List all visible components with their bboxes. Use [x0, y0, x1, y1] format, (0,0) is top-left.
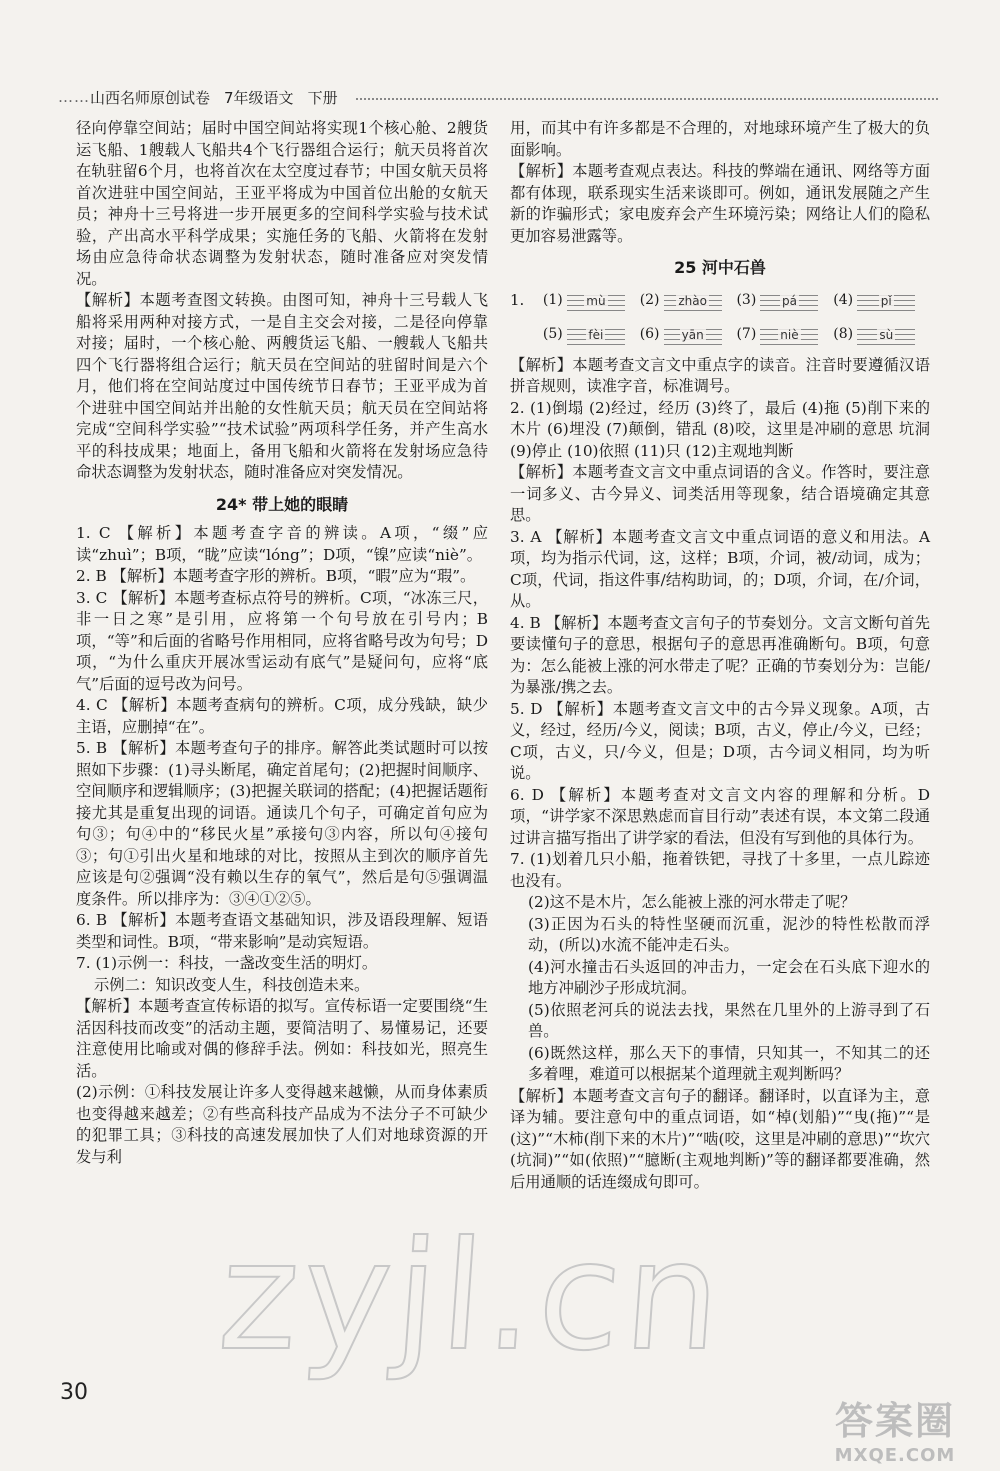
pinyin-row-1: [510, 287, 930, 315]
analysis-paragraph: 【解析】本题考查图文转换。由图可知，神舟十三号载人飞船将采用两种对接方式，一是自主交会对接，二是径向停靠对接；届时，一个核心舱、两艘货运飞船、一艘载人飞船共四个飞行器将组合运行；航天员在空间站的驻留时间是六个月，他们将在空间站度过中国传统节日春节；王亚平成为首个进驻中国空间站并出舱的女性航天员；航天员在空间站将完成“空间科学实验”“技术试验”两项科学任务，并产生高水平的科技成果；地面上，备用飞船和火箭将在发射场应急待命状态调整为发射状态，随时准备应对突发情况。: [76, 291, 488, 481]
pinyin-num: (4): [833, 291, 854, 308]
pinyin-text: fèi: [588, 327, 604, 342]
answer-q7-3: (3)正因为石头的特性坚硬而沉重，泥沙的特性松散而浮动，(所以)水流不能冲走石头。: [528, 914, 930, 954]
answer-paragraph: 径向停靠空间站；届时中国空间站将实现1个核心舱、2艘货运飞船、1艘载人飞船共4个飞行器组合运行；航天员将首次在轨驻留6个月，也将首次在太空度过春节；中国女航天员将首次进驻中国空间站，王亚平将成为中国首位出舱的女航天员；神舟十三号将进一步开展更多的空间科学实验与技术试验，产出高水平科学成果；实施任务的飞船、火箭将在发射场由应急待命状态调整为发射状态，随时准备应对突发情况。: [76, 119, 488, 288]
pinyin-text: niè: [780, 327, 799, 342]
pinyin-text: pǐ: [880, 293, 892, 308]
pinyin-num: (2): [639, 291, 660, 308]
answer-q4: 4. B 【解析】本题考查文言句子的节奏划分。文言文断句首先要读懂句子的意思，根据句子的意思再准确断句。B项，句意为：怎么能被上涨的河水带走了呢？正确的节奏划分为：岂能/为暴涨/携之去。: [510, 613, 930, 696]
page-number: 30: [60, 1380, 88, 1405]
pinyin-grid: [567, 325, 625, 345]
pinyin-num: (7): [736, 325, 757, 342]
stamp-url: MXQE.COM: [834, 1445, 956, 1466]
pinyin-num: (8): [833, 325, 854, 342]
answer-q7-part2: (2)示例：①科技发展让许多人变得越来越懒，从而身体素质也变得越来越差；②有些高科技产品成为不法分子不可缺少的犯罪工具；③科技的高速发展加快了人们对地球资源的开发与利: [76, 1083, 488, 1166]
answer-q7-analysis: 【解析】本题考查宣传标语的拟写。宣传标语一定要围绕“生活因科技而改变”的活动主题，要简洁明了、易懂易记，还要注意使用比喻或对偶的修辞手法。例如：科技如光，照亮生活。: [76, 997, 488, 1080]
answer-q7-5: (5)依照老河兵的说法去找，果然在几里外的上游寻到了石兽。: [528, 1000, 930, 1040]
answer-q4: 4. C 【解析】本题考查病句的辨析。C项，成分残缺，缺少主语，应删掉“在”。: [76, 696, 488, 736]
section-title-24: 24* 带上她的眼睛: [215, 494, 349, 514]
answer-q5: 5. D 【解析】本题考查文言文中的古今异义现象。A项，古义，经过，经历/今义，阅读；B项，古义，停止/今义，已经；C项，古义，只/今义，但是；D项，古今词义相同，均为听说。: [510, 699, 930, 782]
pinyin-row-2: [510, 321, 930, 349]
question-number: 1.: [510, 290, 525, 309]
pinyin-item: [640, 290, 737, 312]
site-stamp-logo: [800, 1390, 990, 1470]
analysis-paragraph: 【解析】本题考查观点表达。科技的弊端在通讯、网络等方面都有体现，联系现实生活来谈即可。例如，通讯发展随之产生新的诈骗形式；家电废弃会产生环境污染；网络让人们的隐私更加容易泄露等。: [510, 162, 930, 245]
running-header: [58, 84, 938, 110]
pinyin-num: (5): [542, 325, 563, 342]
answer-q5: 5. B 【解析】本题考查句子的排序。解答此类试题时可以按照如下步骤：(1)寻头断尾，确定首尾句；(2)把握时间顺序、空间顺序和逻辑顺序；(3)把握关联词的搭配；(4)把握话题衔接尤其是重复出现的词语。通读几个句子，可确定首句应为句③；句④中的“移民火星”承接句③内容，所以句④接句③；句①引出火星和地球的对比，按照从主到次的顺序首先应该是句②强调“没有赖以生存的氧气”，然后是句⑤强调温度条件。所以排序为：③④①②⑤。: [76, 739, 488, 908]
pinyin-item: [640, 324, 737, 346]
pinyin-item: [543, 324, 640, 346]
answer-q6: 6. D 【解析】本题考查对文言文内容的理解和分析。D项，“讲学家不深思熟虑而盲目行动”表述有误，本文第二段通过讲言描写指出了讲学家的看法，但没有写到他的具体行为。: [510, 785, 930, 847]
answer-q2-analysis: 【解析】本题考查文言文中重点词语的含义。作答时，要注意一词多义、古今异义、词类活用等现象，结合语境确定其意思。: [510, 463, 930, 524]
right-column: [510, 118, 930, 1193]
header-series: 山西名师原创试卷: [90, 88, 211, 107]
pinyin-grid: [664, 291, 722, 311]
pinyin-item: [736, 290, 833, 312]
answer-q1: 1. C 【解析】本题考查字音的辨读。A项，“缀”应读“zhuì”；B项，“眬”应读“lóng”；D项，“镍”应读“niè”。: [76, 524, 488, 564]
pinyin-num: (6): [639, 325, 660, 342]
answer-q7-line1: 7. (1)示例一：科技，一盏改变生活的明灯。: [76, 954, 378, 972]
stamp-title: 答案圈: [834, 1399, 955, 1443]
header-grade: 7年级语文: [224, 88, 294, 107]
answer-q7-6: (6)既然这样，那么天下的事情，只知其一，不知其二的还多着哩，难道可以根据某个道理就主观判断吗？: [528, 1043, 930, 1083]
pinyin-text: yān: [681, 327, 704, 342]
continued-paragraph: 用，而其中有许多都是不合理的，对地球环境产生了极大的负面影响。: [510, 119, 930, 159]
header-rule: [356, 98, 938, 100]
pinyin-text: mù: [586, 293, 606, 308]
pinyin-grid: [760, 325, 818, 345]
section-title-25: 25 河中石兽: [674, 258, 766, 277]
pinyin-item: [736, 324, 833, 346]
answer-q3: 3. A 【解析】本题考查文言文中重点词语的意义和用法。A项，均为指示代词，这，这样；B项，介词，被/动词，成为；C项，代词，指这件事/结构助词，的；D项，介词，在/介词，从。: [510, 527, 930, 610]
pinyin-num: (1): [542, 291, 563, 308]
answer-q2: 2. (1)倒塌 (2)经过，经历 (3)终了，最后 (4)拖 (5)削下来的木片 (6)埋没 (7)颠倒，错乱 (8)咬，这里是冲刷的意思 坑洞 (9)停止 (10)依照 (11)只 (12)主观地判断: [510, 398, 930, 460]
pinyin-grid: [664, 325, 722, 345]
header-dots: ……: [58, 88, 90, 106]
pinyin-item: [833, 324, 930, 346]
pinyin-grid: [760, 291, 818, 311]
pinyin-text: zhào: [678, 293, 707, 308]
pinyin-num: (3): [736, 291, 757, 308]
answer-q7-1: 7. (1)划着几只小船，拖着铁钯，寻找了十多里，一点儿踪迹也没有。: [510, 850, 930, 890]
pinyin-item: [833, 290, 930, 312]
left-column: [76, 118, 488, 1168]
pinyin-text: pá: [781, 293, 797, 308]
header-volume: 下册: [307, 88, 338, 107]
pinyin-grid: [857, 325, 915, 345]
answer-q2: 2. B 【解析】本题考查字形的辨析。B项，“暇”应为“瑕”。: [76, 567, 476, 585]
pinyin-text: sù: [879, 327, 894, 342]
answer-q7-4: (4)河水撞击石头返回的冲击力，一定会在石头底下迎水的地方冲刷沙子形成坑洞。: [528, 957, 930, 997]
answer-q7-analysis: 【解析】本题考查文言句子的翻译。翻译时，以直译为主，意译为辅。要注意句中的重点词语，如“棹(划船)”“曳(拖)”“是(这)”“木柿(削下来的木片)”“啮(咬，这里是冲刷的意思)”“坎穴(坑洞)”“如(依照)”“臆断(主观地判断)”等的翻译都要准确，然后用通顺的话连缀成句即可。: [510, 1086, 930, 1191]
watermark-logo: zyjl.cn: [213, 1210, 731, 1384]
answer-q7-line2: 示例二：知识改变人生，科技创造未来。: [94, 975, 370, 994]
pinyin-grid: [857, 291, 915, 311]
pinyin-item: [543, 290, 640, 312]
answer-q1-analysis: 【解析】本题考查文言文中重点字的读音。注音时要遵循汉语拼音规则，读准字音，标准调号。: [510, 355, 930, 395]
answer-q6: 6. B 【解析】本题考查语文基础知识，涉及语段理解、短语类型和词性。B项，“带来影响”是动宾短语。: [76, 911, 488, 951]
answer-q3: 3. C 【解析】本题考查标点符号的辨析。C项，“冰冻三尺，非一日之寒”是引用，应将第一个句号放在引号内；B项，“等”和后面的省略号作用相同，应将省略号改为句号；D项，“为什么重庆开展冰雪运动有底气”是疑问句，应将“底气”后面的逗号改为问号。: [76, 588, 488, 693]
answer-q7-2: (2)这不是木片，怎么能被上涨的河水带走了呢？: [528, 893, 856, 911]
pinyin-grid: [567, 291, 625, 311]
